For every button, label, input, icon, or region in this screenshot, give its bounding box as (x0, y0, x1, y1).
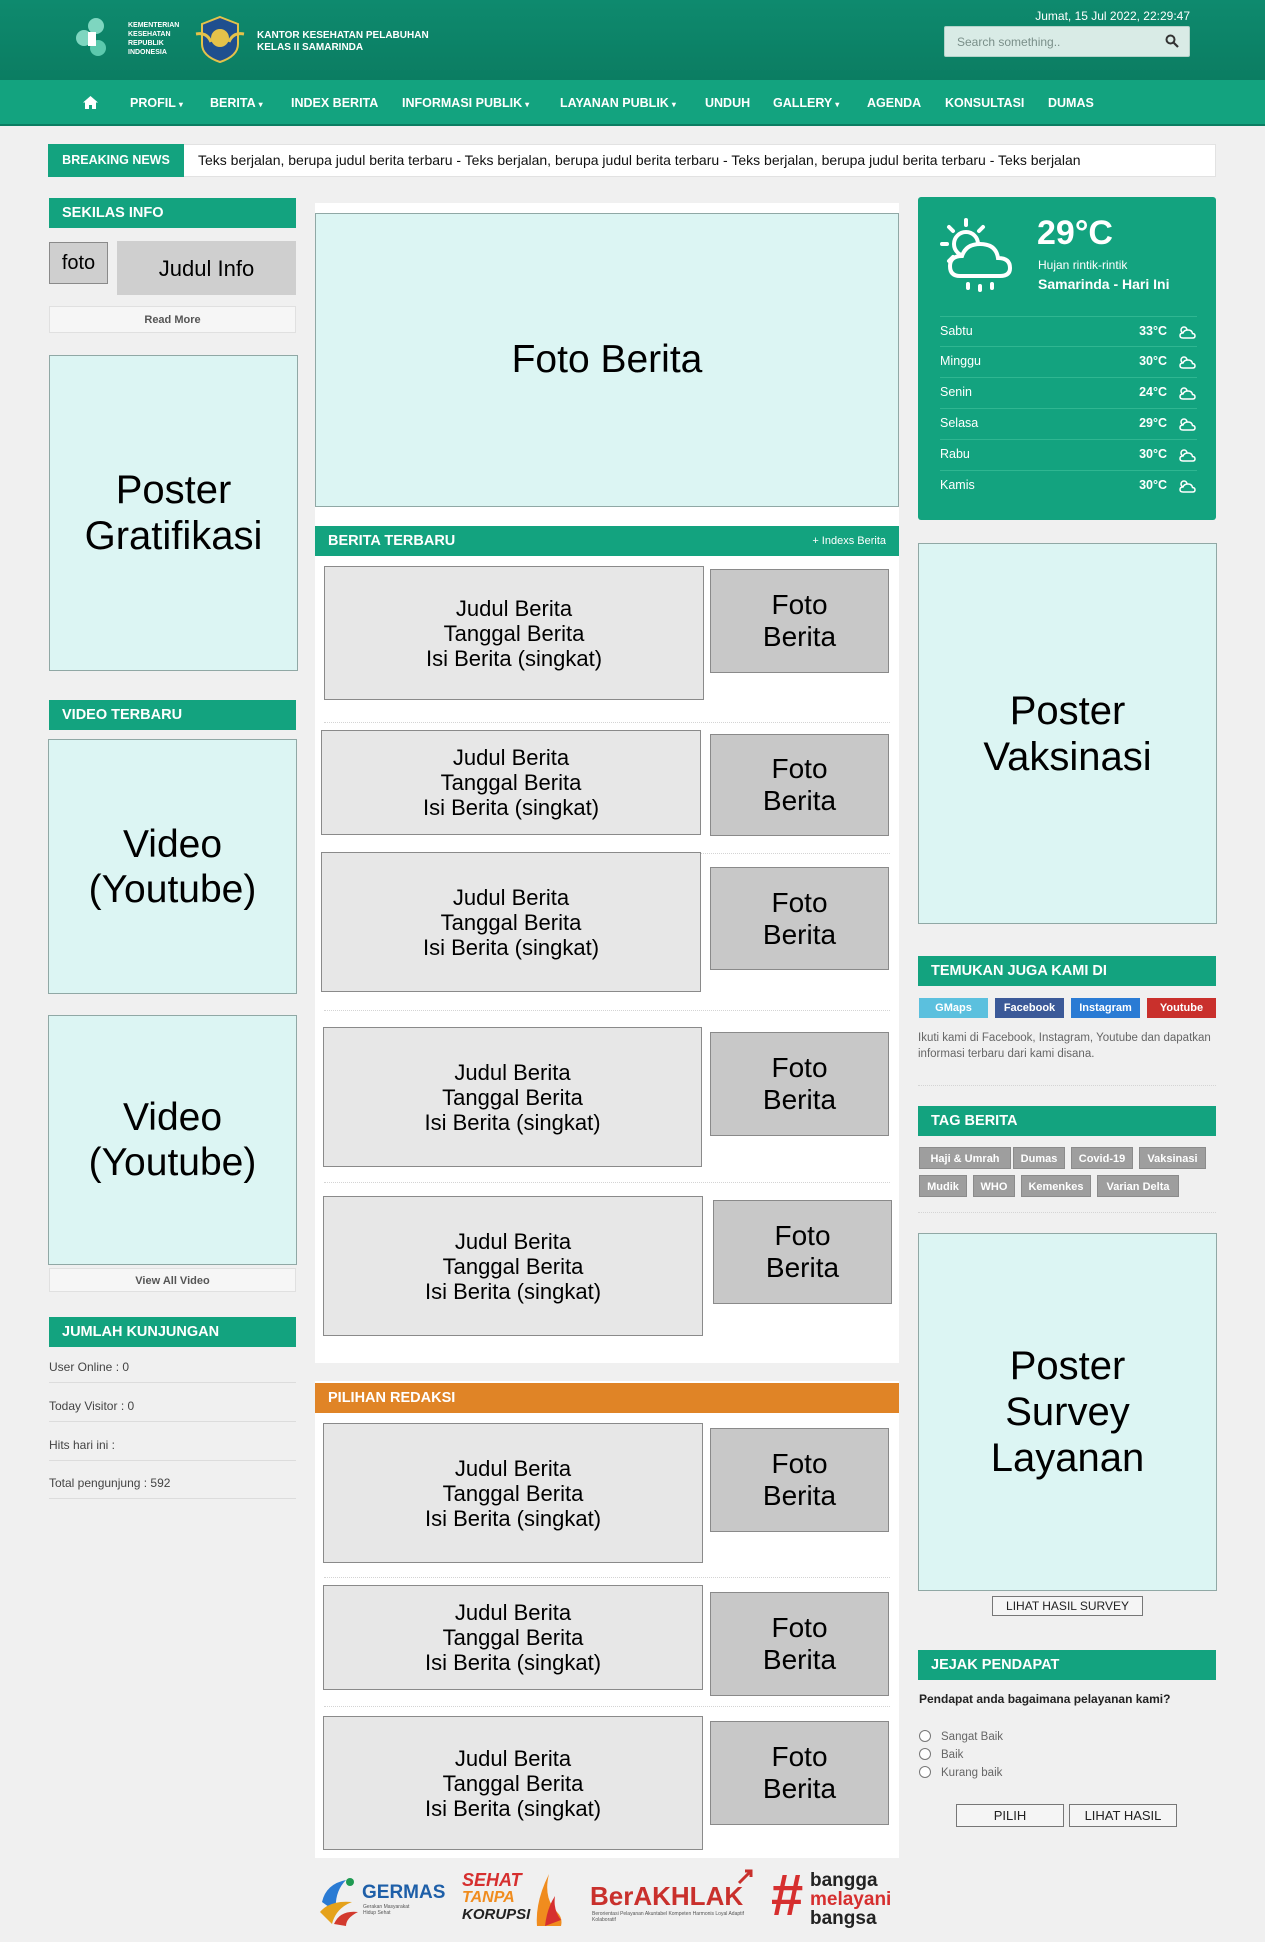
breaking-news-text[interactable]: Teks berjalan, berupa judul berita terbaru - Teks berjalan, berupa judul berita terbaru - Teks berjalan, berupa judul berita terbaru - Teks berjalan (198, 152, 1081, 168)
indexs-berita-link[interactable]: + Indexs Berita (812, 535, 886, 547)
nav-layanan-publik[interactable]: LAYANAN PUBLIK ▾ (560, 96, 676, 110)
pilihan-item-photo[interactable]: Foto Berita (710, 1428, 889, 1532)
section-gap (315, 1363, 899, 1381)
news-item-photo[interactable]: Foto Berita (710, 734, 889, 836)
facebook-link[interactable]: Facebook (995, 998, 1064, 1018)
video-youtube-2[interactable]: Video (Youtube) (48, 1015, 297, 1265)
nav-dumas[interactable]: DUMAS (1048, 96, 1094, 110)
berakhlak-arrow-icon (737, 1869, 755, 1885)
tag-item[interactable]: Haji & Umrah (919, 1147, 1011, 1169)
kemenkes-logo[interactable] (74, 14, 110, 64)
poll-option-label: Sangat Baik (941, 1731, 1004, 1743)
cloud-sun-icon (1177, 446, 1197, 464)
forecast-row: Minggu 30°C (940, 347, 1197, 378)
youtube-link[interactable]: Youtube (1147, 998, 1216, 1018)
nav-berita[interactable]: BERITA ▾ (210, 96, 263, 110)
poster-gratifikasi[interactable]: Poster Gratifikasi (49, 355, 298, 671)
social-description: Ikuti kami di Facebook, Instagram, Youtube dan dapatkan informasi terbaru dari kami disana. (918, 1032, 1211, 1060)
news-item-photo[interactable]: Foto Berita (710, 569, 889, 673)
lihat-hasil-survey-button[interactable]: LIHAT HASIL SURVEY (992, 1596, 1143, 1616)
sekilas-info-heading: SEKILAS INFO (49, 198, 296, 228)
stat-hits-hari-ini: Hits hari ini : (49, 1429, 296, 1461)
cloud-sun-icon (1177, 353, 1197, 371)
poll-option-label: Baik (941, 1749, 964, 1761)
cloud-sun-icon (1177, 477, 1197, 495)
read-more-button[interactable]: Read More (49, 306, 296, 333)
video-terbaru-heading: VIDEO TERBARU (49, 700, 296, 730)
jumlah-kunjungan-heading: JUMLAH KUNJUNGAN (49, 1317, 296, 1347)
tag-item[interactable]: Dumas (1013, 1147, 1065, 1169)
logo-word: KORUPSI (462, 1906, 531, 1923)
pilihan-item-text[interactable]: Judul Berita Tanggal Berita Isi Berita (singkat) (323, 1716, 703, 1850)
foto-berita-utama[interactable]: Foto Berita (315, 213, 899, 507)
tag-item[interactable]: Varian Delta (1097, 1175, 1179, 1197)
pilihan-item-text[interactable]: Judul Berita Tanggal Berita Isi Berita (singkat) (323, 1423, 703, 1563)
video-youtube-1[interactable]: Video (Youtube) (48, 739, 297, 994)
news-item-photo[interactable]: Foto Berita (710, 867, 889, 970)
news-item-text[interactable]: Judul Berita Tanggal Berita Isi Berita (singkat) (321, 730, 701, 835)
chevron-down-icon: ▾ (258, 100, 263, 109)
logo-word: SEHAT (462, 1870, 522, 1890)
divider (324, 1577, 890, 1578)
berakhlak-logo[interactable]: BerAKHLAK (590, 1881, 744, 1911)
berakhlak-subtext: Berorientasi Pelayanan Akuntabel Kompeten Harmonis Loyal Adaptif Kolaboratif (592, 1911, 745, 1923)
forecast-row: Selasa 29°C (940, 409, 1197, 440)
news-item-text[interactable]: Judul Berita Tanggal Berita Isi Berita (singkat) (324, 566, 704, 700)
temukan-kami-heading: TEMUKAN JUGA KAMI DI (918, 956, 1216, 986)
stat-user-online: User Online : 0 (49, 1351, 296, 1383)
search-icon[interactable] (1165, 34, 1179, 48)
nav-profil[interactable]: PROFIL ▾ (130, 96, 183, 110)
tag-item[interactable]: Mudik (919, 1175, 967, 1197)
chevron-down-icon: ▾ (671, 100, 676, 109)
tag-berita-heading: TAG BERITA (918, 1106, 1216, 1136)
home-icon[interactable] (83, 96, 98, 109)
divider (324, 1010, 890, 1011)
hashtag-icon: # (771, 1863, 804, 1928)
poll-question: Pendapat anda bagaimana pelayanan kami? (919, 1692, 1171, 1706)
search-box (944, 26, 1190, 57)
news-item-text[interactable]: Judul Berita Tanggal Berita Isi Berita (singkat) (323, 1196, 703, 1336)
view-all-video-button[interactable]: View All Video (49, 1268, 296, 1292)
news-item-photo[interactable]: Foto Berita (710, 1032, 889, 1136)
lihat-hasil-button[interactable]: LIHAT HASIL (1069, 1804, 1177, 1827)
forecast-row: Rabu 30°C (940, 440, 1197, 471)
logo-word: bangga (810, 1870, 878, 1891)
office-name: KANTOR KESEHATAN PELABUHAN KELAS II SAMARINDA (257, 30, 429, 53)
cloud-sun-icon (1177, 415, 1197, 433)
germas-logo[interactable] (316, 1872, 362, 1926)
instagram-link[interactable]: Instagram (1071, 998, 1140, 1018)
nav-gallery[interactable]: GALLERY ▾ (773, 96, 840, 110)
flame-icon (533, 1872, 565, 1928)
tag-item[interactable]: Covid-19 (1071, 1147, 1133, 1169)
divider (918, 1085, 1216, 1086)
logo-word: melayani (810, 1889, 892, 1910)
germas-subtext: Gerakan Masyarakat Hidup Sehat (363, 1904, 410, 1916)
poll-radio-baik[interactable] (919, 1748, 931, 1760)
stat-total-pengunjung: Total pengunjung : 592 (49, 1467, 296, 1499)
ministry-text: KEMENTERIAN KESEHATAN REPUBLIK INDONESIA (128, 22, 180, 56)
forecast-row: Sabtu 33°C (940, 316, 1197, 347)
chevron-down-icon: ▾ (178, 100, 183, 109)
judul-info[interactable]: Judul Info (117, 241, 296, 295)
divider (324, 1706, 890, 1707)
pilihan-item-photo[interactable]: Foto Berita (710, 1721, 889, 1825)
pilihan-item-text[interactable]: Judul Berita Tanggal Berita Isi Berita (singkat) (323, 1585, 703, 1690)
chevron-down-icon: ▾ (525, 100, 530, 109)
gmaps-link[interactable]: GMaps (919, 998, 988, 1018)
divider (918, 1212, 1216, 1213)
nav-konsultasi[interactable]: KONSULTASI (945, 96, 1025, 110)
poster-vaksinasi[interactable]: Poster Vaksinasi (918, 543, 1217, 924)
divider (324, 722, 890, 723)
bangga-melayani-bangsa-logo[interactable] (810, 1871, 891, 1928)
germas-text: GERMAS (362, 1882, 446, 1903)
info-photo[interactable]: foto (49, 242, 108, 284)
weather-condition: Hujan rintik-rintik (1038, 258, 1128, 272)
logo-word: TANPA (462, 1889, 515, 1906)
nav-index-berita[interactable]: INDEX BERITA (291, 96, 379, 110)
cloud-sun-icon (1177, 323, 1197, 341)
chevron-down-icon: ▾ (835, 100, 840, 109)
nav-informasi-publik[interactable]: INFORMASI PUBLIK ▾ (402, 96, 530, 110)
cloud-sun-rain-icon (936, 214, 1020, 298)
poll-radio-sangat-baik[interactable] (919, 1730, 931, 1742)
poll-radio-kurang-baik[interactable] (919, 1766, 931, 1778)
news-item-text[interactable]: Judul Berita Tanggal Berita Isi Berita (singkat) (321, 852, 701, 992)
kkp-emblem-logo[interactable] (193, 14, 247, 64)
news-item-text[interactable]: Judul Berita Tanggal Berita Isi Berita (singkat) (323, 1027, 702, 1167)
news-item-photo[interactable]: Foto Berita (713, 1200, 892, 1304)
cloud-sun-icon (1177, 384, 1197, 402)
header-datetime: Jumat, 15 Jul 2022, 22:29:47 (1035, 9, 1190, 23)
pilihan-redaksi-heading: PILIHAN REDAKSI (315, 1383, 899, 1413)
weather-location: Samarinda - Hari Ini (1038, 276, 1170, 292)
berita-terbaru-heading: BERITA TERBARU + Indexs Berita (315, 526, 899, 556)
forecast-row: Senin 24°C (940, 378, 1197, 409)
pilihan-item-photo[interactable]: Foto Berita (710, 1592, 889, 1696)
tag-item[interactable]: Vaksinasi (1139, 1147, 1206, 1169)
logo-word: bangsa (810, 1908, 877, 1929)
breaking-news-label: BREAKING NEWS (48, 144, 184, 177)
pilih-button[interactable]: PILIH (956, 1804, 1064, 1827)
weather-current-temp: 29°C (1037, 214, 1113, 252)
tag-item[interactable]: WHO (973, 1175, 1015, 1197)
tag-item[interactable]: Kemenkes (1021, 1175, 1091, 1197)
poster-survey-layanan[interactable]: Poster Survey Layanan (918, 1233, 1217, 1591)
stat-today-visitor: Today Visitor : 0 (49, 1390, 296, 1422)
jejak-pendapat-heading: JEJAK PENDAPAT (918, 1650, 1216, 1680)
search-input[interactable] (945, 27, 1155, 56)
nav-agenda[interactable]: AGENDA (867, 96, 922, 110)
nav-unduh[interactable]: UNDUH (705, 96, 751, 110)
divider (324, 1182, 890, 1183)
poll-option-label: Kurang baik (941, 1767, 1003, 1779)
forecast-row: Kamis 30°C (940, 471, 1197, 502)
sehat-tanpa-korupsi-logo[interactable] (462, 1872, 530, 1923)
